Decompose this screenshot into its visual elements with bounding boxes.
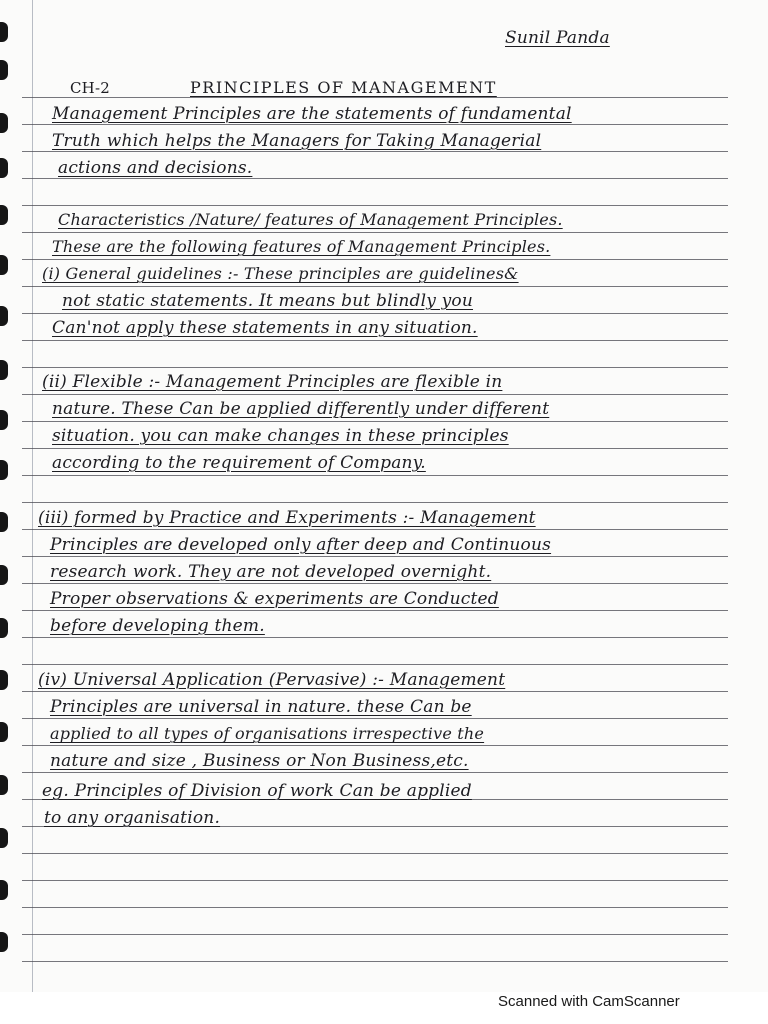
- section-heading: Characteristics /Nature/ features of Management Principles.: [58, 210, 563, 229]
- binding-hole: [0, 360, 8, 380]
- point-line: Can'not apply these statements in any situation.: [52, 318, 478, 338]
- author-name: Sunil Panda: [505, 28, 610, 48]
- point-line: eg. Principles of Division of work Can be applied: [42, 781, 472, 801]
- point-line: (iii) formed by Practice and Experiments :- Management: [38, 508, 536, 528]
- ruled-line: [22, 313, 728, 314]
- point-line: (iv) Universal Application (Pervasive) :- Management: [38, 670, 506, 690]
- ruled-line: [22, 286, 728, 287]
- point-line: Principles are universal in nature. these Can be: [50, 697, 472, 717]
- ruled-line: [22, 691, 728, 692]
- ruled-line: [22, 502, 728, 503]
- ruled-line: [22, 880, 728, 881]
- binding-hole: [0, 722, 8, 742]
- ruled-line: [22, 637, 728, 638]
- binding-hole: [0, 60, 8, 80]
- ruled-line: [22, 259, 728, 260]
- binding-hole: [0, 410, 8, 430]
- binding-hole: [0, 255, 8, 275]
- point-line: before developing them.: [50, 616, 265, 636]
- ruled-line: [22, 718, 728, 719]
- ruled-line: [22, 205, 728, 206]
- binding-hole: [0, 932, 8, 952]
- intro-line: Truth which helps the Managers for Taking Managerial: [52, 131, 542, 151]
- ruled-line: [22, 475, 728, 476]
- point-line: not static statements. It means but blindly you: [62, 291, 474, 311]
- point-line: (ii) Flexible :- Management Principles are flexible in: [42, 372, 503, 392]
- binding-hole: [0, 306, 8, 326]
- ruled-line: [22, 961, 728, 962]
- chapter-label: CH-2: [70, 79, 110, 97]
- intro-line: actions and decisions.: [58, 158, 253, 178]
- point-line: nature and size , Business or Non Business,etc.: [50, 751, 469, 771]
- ruled-line: [22, 745, 728, 746]
- binding-hole: [0, 775, 8, 795]
- spiral-binding: [0, 0, 14, 992]
- scanner-watermark: Scanned with CamScanner: [498, 993, 680, 1010]
- binding-hole: [0, 22, 8, 42]
- ruled-line: [22, 448, 728, 449]
- ruled-line: [22, 124, 728, 125]
- point-line: research work. They are not developed overnight.: [50, 562, 492, 582]
- ruled-line: [22, 664, 728, 665]
- ruled-line: [22, 772, 728, 773]
- ruled-line: [22, 421, 728, 422]
- ruled-line: [22, 853, 728, 854]
- binding-hole: [0, 618, 8, 638]
- ruled-line: [22, 340, 728, 341]
- ruled-line: [22, 178, 728, 179]
- point-line: (i) General guidelines :- These principles are guidelines&: [42, 264, 519, 283]
- ruled-line: [22, 394, 728, 395]
- point-line: according to the requirement of Company.: [52, 453, 426, 473]
- binding-hole: [0, 158, 8, 178]
- binding-hole: [0, 113, 8, 133]
- point-line: situation. you can make changes in these principles: [52, 426, 509, 446]
- binding-hole: [0, 880, 8, 900]
- point-line: Proper observations & experiments are Conducted: [50, 589, 499, 609]
- binding-hole: [0, 828, 8, 848]
- ruled-line: [22, 907, 728, 908]
- point-line: nature. These Can be applied differently under different: [52, 399, 550, 419]
- point-line: applied to all types of organisations irrespective the: [50, 724, 485, 743]
- ruled-line: [22, 232, 728, 233]
- margin-line: [32, 0, 33, 992]
- binding-hole: [0, 565, 8, 585]
- ruled-line: [22, 556, 728, 557]
- ruled-line: [22, 610, 728, 611]
- ruled-line: [22, 583, 728, 584]
- binding-hole: [0, 512, 8, 532]
- intro-line: Management Principles are the statements of fundamental: [52, 104, 572, 124]
- ruled-line: [22, 529, 728, 530]
- binding-hole: [0, 670, 8, 690]
- binding-hole: [0, 460, 8, 480]
- point-line: to any organisation.: [44, 808, 221, 828]
- point-line: Principles are developed only after deep and Continuous: [50, 535, 552, 555]
- ruled-line: [22, 934, 728, 935]
- page-title: PRINCIPLES OF MANAGEMENT: [190, 78, 497, 97]
- section-intro: These are the following features of Management Principles.: [52, 237, 551, 256]
- ruled-line: [22, 151, 728, 152]
- ruled-line: [22, 367, 728, 368]
- binding-hole: [0, 205, 8, 225]
